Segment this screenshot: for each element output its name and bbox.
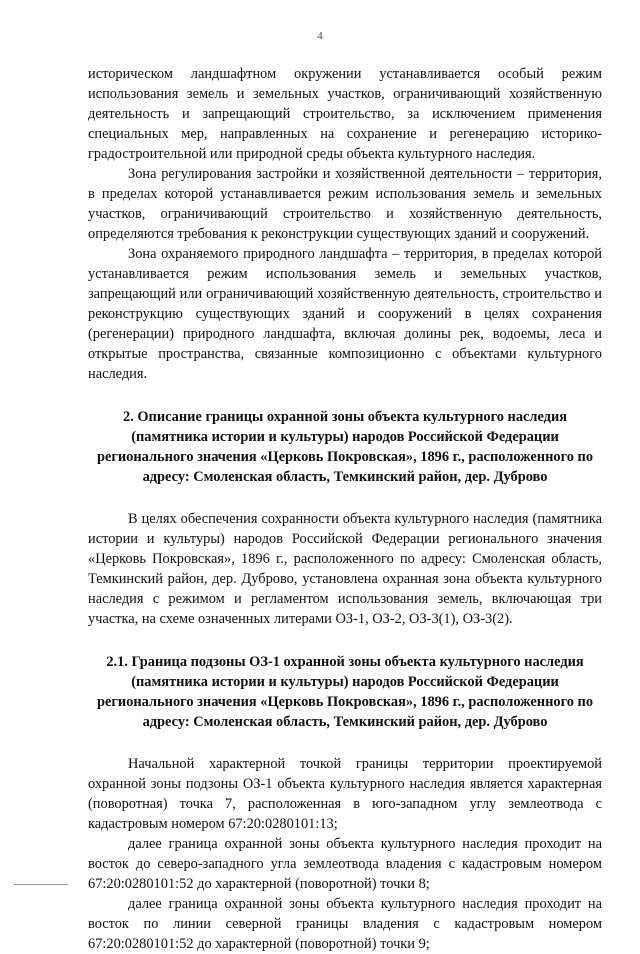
paragraph-point-8: далее граница охранной зоны объекта культурного наследия проходит на восток до северо-западного угла землеотвода владения с кадастровым номером 67:20:0280101:52 до характерной (поворотной) точки 8; — [88, 836, 602, 892]
paragraph-zone-landscape: Зона охраняемого природного ландшафта – территория, в пределах которой устанавливается режим использования земель и земельных участков, запрещающий или ограничивающий хозяйственную деятельность, строительство и реконструкцию существующих зданий и сооружений в целях сохранения (регенерации) природного ландшафта, включая долины рек, водоемы, леса и открытые пространства, связанные композиционно с объектами культурного наследия. — [88, 246, 602, 382]
paragraph-intro: историческом ландшафтном окружении устанавливается особый режим использования земель и земельных участков, ограничивающий хозяйственную деятельность и запрещающий строительство, за исключением применения специальных мер, направленных на сохранение и регенерацию историко-градостроительной или природной среды объекта культурного наследия. — [88, 66, 602, 162]
section-heading-2: 2. Описание границы охранной зоны объекта культурного наследия (памятника истории и культуры) народов Российской Федерации регионального значения «Церковь Покровская», 1896 г., расположенного по адресу: Смоленская область, Темкинский район, дер. Дуброво — [96, 409, 594, 485]
paragraph-section-2: В целях обеспечения сохранности объекта культурного наследия (памятника истории и культуры) народов Российской Федерации регионального значения «Церковь Покровская», 1896 г., расположенного по адресу: Смоленская область, Темкинский район, дер. Дуброво, установлена охранная зона объекта культурного наследия с режимом и регламентом использования земель, включающая три участка, на схеме означенных литерами ОЗ-1, ОЗ-2, ОЗ-3(1), ОЗ-3(2). — [88, 511, 602, 627]
section-heading-2-1: 2.1. Граница подзоны ОЗ-1 охранной зоны объекта культурного наследия (памятника истории и культуры) народов Российской Федерации регионального значения «Церковь Покровская», 1896 г., расположенного по адресу: Смоленская область, Темкинский район, дер. Дуброво — [96, 654, 594, 730]
paragraph-point-9: далее граница охранной зоны объекта культурного наследия проходит на восток по линии северной границы владения с кадастровым номером 67:20:0280101:52 до характерной (поворотной) точки 9; — [88, 896, 602, 952]
footer-divider — [14, 884, 68, 885]
document-body — [88, 64, 602, 954]
paragraph-point-start: Начальной характерной точкой границы территории проектируемой охранной зоны подзоны ОЗ-1 объекта культурного наследия является характерная (поворотная) точка 7, расположенная в юго-западном углу землеотвода с кадастровым номером 67:20:0280101:13; — [88, 756, 602, 832]
paragraph-zone-regulation: Зона регулирования застройки и хозяйственной деятельности – территория, в пределах которой устанавливается режим использования земель и земельных участков, ограничивающий строительство и хозяйственную деятельность, определяются требования к реконструкции существующих зданий и сооружений. — [88, 166, 602, 242]
page-number: 4 — [317, 30, 323, 42]
